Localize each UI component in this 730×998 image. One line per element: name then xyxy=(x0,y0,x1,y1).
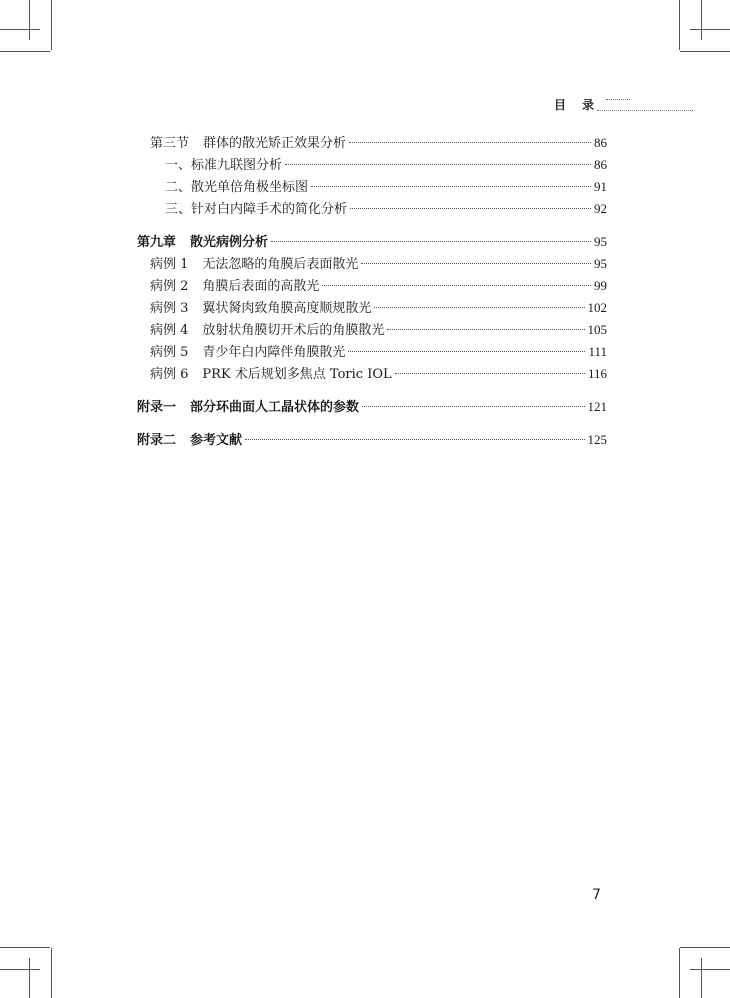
toc-entry-title: 散光病例分析 xyxy=(190,235,269,250)
toc-chapter-entry[interactable] xyxy=(137,429,607,451)
running-header-title: 目 录 xyxy=(554,98,601,112)
toc-entry-page: 111 xyxy=(588,344,607,359)
crop-mark xyxy=(0,51,50,52)
toc-entry-number: 第三节 xyxy=(150,136,190,151)
crop-mark xyxy=(680,947,730,948)
toc-entry-title: 三、针对白内障手术的简化分析 xyxy=(165,202,348,217)
toc-entry-number: 病例 2 xyxy=(150,279,189,294)
toc-chapter-entry[interactable] xyxy=(137,231,607,253)
dot-leader xyxy=(348,351,585,352)
toc-entry-page: 92 xyxy=(594,201,607,216)
toc-entry-number: 病例 4 xyxy=(150,323,189,338)
crop-mark xyxy=(690,29,730,30)
toc-entry[interactable] xyxy=(137,176,607,198)
toc-entry-page: 105 xyxy=(587,322,607,337)
toc-entry-page: 116 xyxy=(587,366,607,381)
dot-leader xyxy=(322,285,591,286)
toc-entry-page: 125 xyxy=(587,432,607,447)
dot-leader xyxy=(350,208,591,209)
toc-entry-page: 95 xyxy=(594,256,607,271)
toc-entry-page: 121 xyxy=(587,399,607,414)
toc-entry-number: 附录二 xyxy=(137,433,177,448)
crop-mark xyxy=(680,51,730,52)
dot-leader xyxy=(311,186,591,187)
crop-mark xyxy=(0,947,50,948)
toc-entry[interactable] xyxy=(137,341,607,363)
toc-entry-title: 二、散光单倍角极坐标图 xyxy=(165,180,309,195)
dot-leader xyxy=(374,307,584,308)
toc-entry-page: 86 xyxy=(594,157,607,172)
toc-entry-page: 86 xyxy=(594,135,607,150)
crop-mark xyxy=(690,969,730,970)
crop-mark xyxy=(0,29,40,30)
toc-entry[interactable] xyxy=(137,132,607,154)
toc-entry-page: 95 xyxy=(594,234,607,249)
crop-mark xyxy=(29,0,30,40)
crop-mark xyxy=(701,0,702,40)
toc-entry-title: 无法忽略的角膜后表面散光 xyxy=(202,257,359,272)
crop-mark xyxy=(29,958,30,998)
toc-entry-page: 91 xyxy=(594,179,607,194)
toc-entry-number: 附录一 xyxy=(137,400,177,415)
toc-entry-page: 99 xyxy=(594,278,607,293)
crop-mark xyxy=(679,948,680,998)
toc-entry[interactable] xyxy=(137,154,607,176)
dot-leader xyxy=(285,164,591,165)
toc-entry-title: 放射状角膜切开术后的角膜散光 xyxy=(202,323,385,338)
dot-leader xyxy=(245,439,584,440)
toc-entry-number: 病例 6 xyxy=(150,367,189,382)
dot-leader xyxy=(361,263,591,264)
toc-entry-title: 部分环曲面人工晶状体的参数 xyxy=(190,400,360,415)
page-number: 7 xyxy=(592,887,601,903)
dot-leader xyxy=(349,142,591,143)
toc-entry-title: 青少年白内障伴角膜散光 xyxy=(202,345,346,360)
header-rule xyxy=(597,110,693,111)
toc-entry[interactable] xyxy=(137,297,607,319)
toc-entry-number: 病例 3 xyxy=(150,301,189,316)
dot-leader xyxy=(362,406,584,407)
table-of-contents xyxy=(137,132,607,451)
toc-entry-title: 一、标准九联图分析 xyxy=(165,158,283,173)
toc-entry[interactable] xyxy=(137,275,607,297)
toc-entry-title: 参考文献 xyxy=(190,433,243,448)
dot-leader xyxy=(387,329,584,330)
toc-entry-page: 102 xyxy=(587,300,607,315)
crop-mark xyxy=(701,958,702,998)
crop-mark xyxy=(51,948,52,998)
toc-entry-title: PRK 术后规划多焦点 Toric IOL xyxy=(202,367,392,382)
dot-leader xyxy=(271,241,591,242)
toc-entry[interactable] xyxy=(137,319,607,341)
header-rule xyxy=(606,99,630,100)
toc-entry[interactable] xyxy=(137,363,607,385)
toc-entry-title: 角膜后表面的高散光 xyxy=(202,279,320,294)
toc-entry-title: 群体的散光矫正效果分析 xyxy=(203,136,347,151)
toc-chapter-entry[interactable] xyxy=(137,396,607,418)
toc-entry-title: 翼状胬肉致角膜高度顺规散光 xyxy=(202,301,372,316)
crop-mark xyxy=(51,0,52,50)
toc-entry[interactable] xyxy=(137,198,607,220)
toc-entry[interactable] xyxy=(137,253,607,275)
crop-mark xyxy=(679,0,680,50)
toc-entry-number: 病例 5 xyxy=(150,345,189,360)
crop-mark xyxy=(0,969,40,970)
toc-entry-number: 第九章 xyxy=(137,235,177,250)
toc-entry-number: 病例 1 xyxy=(150,257,189,272)
dot-leader xyxy=(395,373,585,374)
